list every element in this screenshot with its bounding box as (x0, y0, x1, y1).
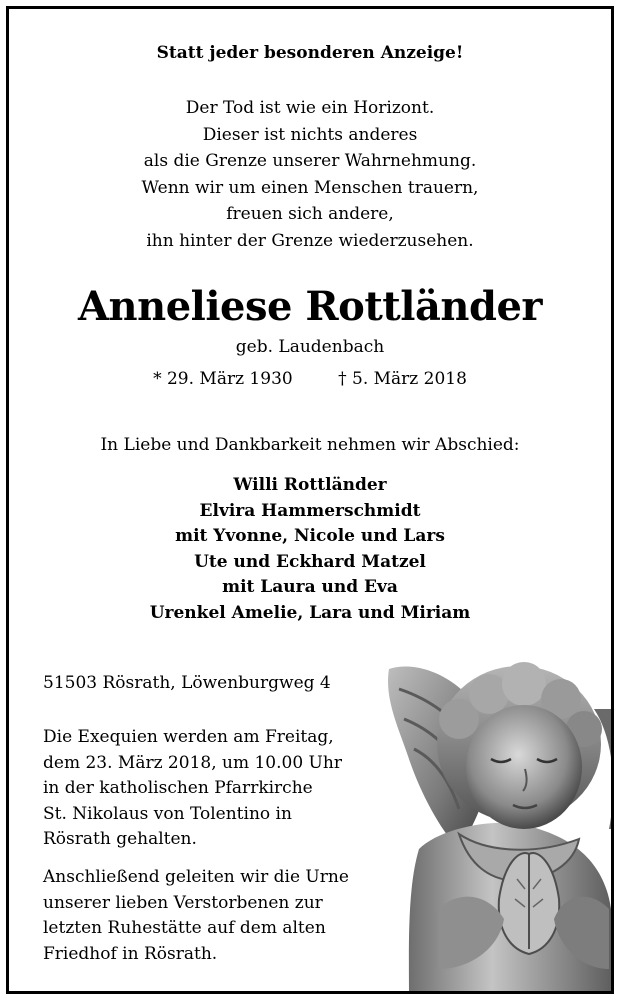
poem-line: Dieser ist nichts anderes (202, 124, 418, 145)
obituary-frame (6, 6, 614, 994)
mourner: Elvira Hammerschmidt (199, 500, 421, 521)
funeral-line: Rösrath gehalten. (43, 829, 197, 849)
urn-line: letzten Ruhestätte auf dem alten (43, 918, 326, 938)
poem (9, 95, 611, 254)
poem-line: ihn hinter der Grenze wiederzusehen. (146, 230, 474, 251)
poem-line: als die Grenze unserer Wahrnehmung. (143, 151, 477, 171)
deceased-name: Anneliese Rottländer (78, 283, 542, 330)
mourner: mit Yvonne, Nicole und Lars (175, 526, 445, 546)
address: 51503 Rösrath, Löwenburgweg 4 (43, 673, 331, 693)
farewell-line: In Liebe und Dankbarkeit nehmen wir Abschied: (100, 435, 520, 455)
funeral-line: in der katholischen Pfarrkirche (43, 778, 313, 798)
urn-line: unserer lieben Verstorbenen zur (43, 892, 323, 913)
life-dates (9, 369, 611, 389)
death-date: † 5. März 2018 (338, 369, 467, 389)
headline: Statt jeder besonderen Anzeige! (156, 43, 464, 63)
funeral-line: St. Nikolaus von Tolentino in (43, 803, 292, 824)
mourner: mit Laura und Eva (222, 577, 398, 597)
birth-date: * 29. März 1930 (153, 369, 293, 389)
poem-line: Der Tod ist wie ein Horizont. (185, 98, 435, 118)
urn-details (43, 865, 349, 967)
mourner: Urenkel Amelie, Lara und Miriam (149, 602, 471, 623)
urn-line: Anschließend geleiten wir die Urne (43, 867, 349, 887)
funeral-line: dem 23. März 2018, um 10.00 Uhr (43, 752, 342, 773)
poem-line: freuen sich andere, (226, 204, 394, 224)
mourner: Willi Rottländer (233, 475, 387, 495)
mourner: Ute und Eckhard Matzel (194, 551, 426, 572)
maiden-name: geb. Laudenbach (235, 337, 385, 357)
poem-line: Wenn wir um einen Menschen trauern, (141, 177, 479, 198)
funeral-line: Die Exequien werden am Freitag, (43, 727, 334, 747)
praying-angel-statue-image (379, 649, 614, 994)
urn-line: Friedhof in Rösrath. (43, 943, 218, 964)
mourners-list (9, 473, 611, 626)
funeral-details (43, 725, 342, 853)
